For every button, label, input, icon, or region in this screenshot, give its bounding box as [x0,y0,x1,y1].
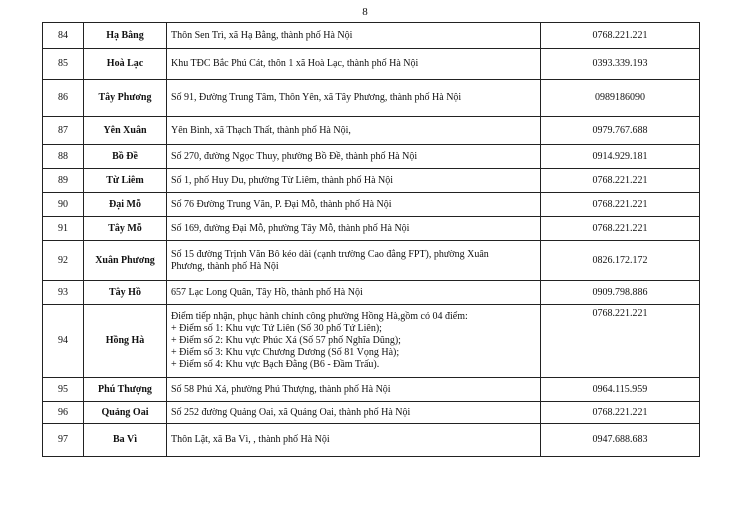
row-number: 92 [43,241,84,281]
address-cell [167,49,541,80]
ward-name: Từ Liêm [84,169,167,193]
address-cell [167,281,541,305]
address-line: + Điểm số 1: Khu vực Tứ Liên (Số 30 phố Tứ Liên); [171,323,382,334]
table-row [43,23,700,49]
phone-number: 0989186090 [541,80,700,117]
ward-name: Tây Mỗ [84,217,167,241]
address-line: Điểm tiếp nhận, phục hành chính công phường Hồng Hà,gồm có 04 điểm: [171,311,468,322]
phone-number: 0768.221.221 [541,305,700,378]
phone-number: 0768.221.221 [541,402,700,424]
address-cell [167,402,541,424]
table-row [43,424,700,457]
address-cell [167,169,541,193]
ward-name: Phú Thượng [84,378,167,402]
row-number: 95 [43,378,84,402]
address-cell [167,193,541,217]
row-number: 94 [43,305,84,378]
ward-name: Ba Vì [84,424,167,457]
phone-number: 0914.929.181 [541,145,700,169]
address-line: Khu TĐC Bắc Phú Cát, thôn 1 xã Hoà Lạc, thành phố Hà Nội [171,58,419,69]
address-line: Yên Bình, xã Thạch Thất, thành phố Hà Nội, [171,124,351,136]
address-cell [167,80,541,117]
address-line: + Điểm số 4: Khu vực Bạch Đằng (B6 - Đầm Trấu). [171,359,380,370]
row-number: 88 [43,145,84,169]
ward-name: Bồ Đề [84,145,167,169]
phone-number: 0768.221.221 [541,217,700,241]
table-row [43,193,700,217]
phone-number: 0979.767.688 [541,117,700,145]
address-line: Số 58 Phú Xá, phường Phú Thượng, thành phố Hà Nội [171,383,391,395]
address-cell [167,23,541,49]
address-line: Thôn Sen Trì, xã Hạ Bằng, thành phố Hà Nội [171,29,353,41]
address-line: + Điểm số 3: Khu vực Chương Dương (Số 81 Vọng Hà); [171,347,400,358]
row-number: 85 [43,49,84,80]
table-row [43,80,700,117]
table-row [43,402,700,424]
table-row [43,378,700,402]
table-row [43,217,700,241]
address-line: Số 1, phố Huy Du, phường Từ Liêm, thành phố Hà Nội [171,174,394,186]
address-cell [167,305,541,378]
phone-number: 0947.688.683 [541,424,700,457]
address-cell [167,145,541,169]
phone-number: 0393.339.193 [541,49,700,80]
address-line: Phương, thành phố Hà Nội [171,260,279,272]
address-line: Số 15 đường Trịnh Văn Bô kéo dài (cạnh trường Cao đẳng FPT), phường Xuân [171,248,489,260]
table-row [43,281,700,305]
address-line: Thôn Lặt, xã Ba Vì, , thành phố Hà Nội [171,434,330,445]
address-line: Số 270, đường Ngọc Thuy, phường Bồ Đề, thành phố Hà Nội [171,150,418,162]
phone-number: 0768.221.221 [541,23,700,49]
row-number: 97 [43,424,84,457]
row-number: 96 [43,402,84,424]
address-line: Số 252 đường Quảng Oai, xã Quảng Oai, thành phố Hà Nội [171,406,411,418]
phone-number: 0768.221.221 [541,193,700,217]
ward-name: Tây Phương [84,80,167,117]
phone-number: 0909.798.886 [541,281,700,305]
address-line: Số 169, đường Đại Mỗ, phường Tây Mỗ, thành phố Hà Nội [171,222,410,234]
table-row [43,241,700,281]
address-line: 657 Lạc Long Quân, Tây Hồ, thành phố Hà Nội [171,286,363,298]
address-cell [167,217,541,241]
ward-name: Hoà Lạc [84,49,167,80]
row-number: 87 [43,117,84,145]
address-cell [167,378,541,402]
ward-name: Hạ Bằng [84,23,167,49]
ward-name: Tây Hồ [84,281,167,305]
address-line: + Điểm số 2: Khu vực Phúc Xá (Số 57 phố Nghĩa Dũng); [171,335,401,346]
table-row [43,117,700,145]
row-number: 93 [43,281,84,305]
phone-number: 0826.172.172 [541,241,700,281]
ward-name: Hồng Hà [84,305,167,378]
ward-name: Quảng Oai [84,402,167,424]
address-cell [167,241,541,281]
table-row [43,305,700,378]
row-number: 86 [43,80,84,117]
service-point-table [42,22,700,457]
table-row [43,49,700,80]
table-row [43,169,700,193]
phone-number: 0768.221.221 [541,169,700,193]
address-cell [167,424,541,457]
row-number: 89 [43,169,84,193]
address-line: Số 91, Đường Trung Tâm, Thôn Yên, xã Tây Phương, thành phố Hà Nội [171,92,462,103]
row-number: 90 [43,193,84,217]
address-line: Số 76 Đường Trung Văn, P. Đại Mỗ, thành phố Hà Nội [171,198,392,210]
ward-name: Đại Mỗ [84,193,167,217]
page-number: 8 [362,6,368,18]
ward-name: Yên Xuân [84,117,167,145]
address-cell [167,117,541,145]
phone-number: 0964.115.959 [541,378,700,402]
table-row [43,145,700,169]
ward-name: Xuân Phương [84,241,167,281]
row-number: 91 [43,217,84,241]
row-number: 84 [43,23,84,49]
